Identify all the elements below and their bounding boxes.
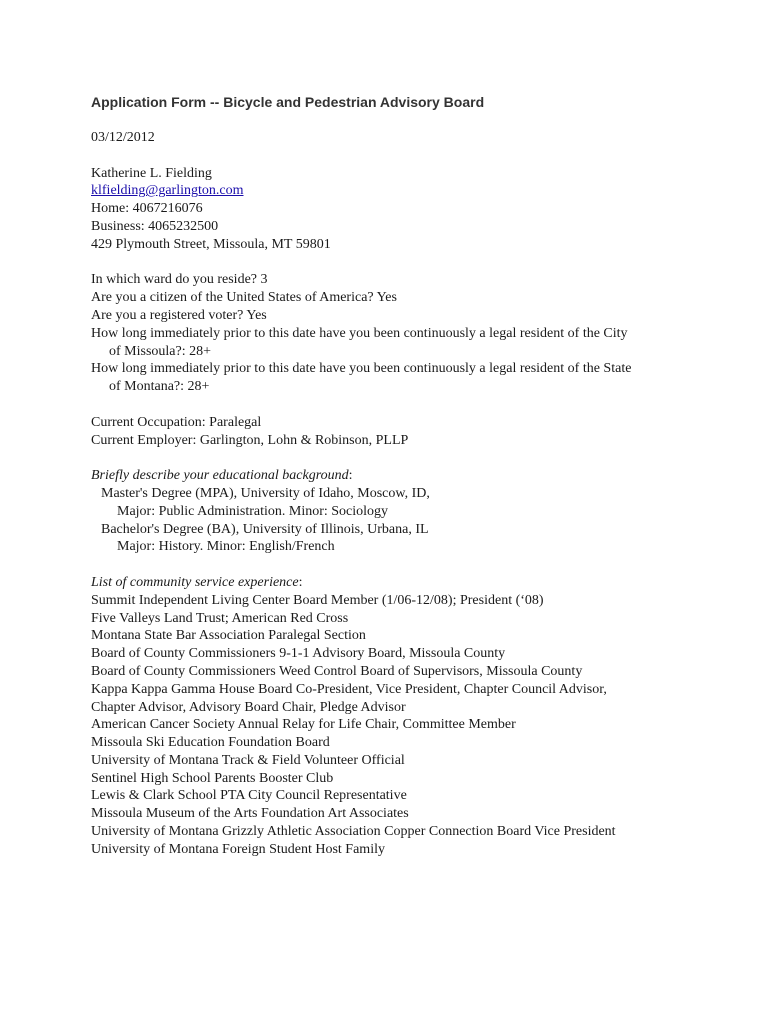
community-item: Board of County Commissioners Weed Control Board of Supervisors, Missoula County [91, 663, 583, 679]
education-line: Major: Public Administration. Minor: Sociology [117, 503, 389, 519]
education-heading-text: Briefly describe your educational background [91, 468, 349, 484]
community-item: University of Montana Foreign Student Host Family [91, 841, 385, 857]
community-item: Sentinel High School Parents Booster Club [91, 770, 334, 786]
community-item: Lewis & Clark School PTA City Council Representative [91, 788, 407, 804]
application-date: 03/12/2012 [91, 130, 155, 145]
education-heading [91, 467, 731, 485]
spacer [91, 449, 731, 467]
applicant-name: Katherine L. Fielding [91, 165, 212, 181]
education-line: Bachelor's Degree (BA), University of Illinois, Urbana, IL [101, 521, 429, 537]
community-heading [91, 574, 731, 592]
community-item: American Cancer Society Annual Relay for Life Chair, Committee Member [91, 717, 516, 733]
education-heading-colon: : [348, 468, 353, 484]
email-link[interactable]: klfielding@garlington.com [91, 183, 244, 199]
education-line: Major: History. Minor: English/French [117, 539, 335, 555]
citizen-question: Are you a citizen of the United States of America? Yes [91, 290, 397, 306]
spacer [91, 147, 731, 165]
business-phone: Business: 4065232500 [91, 218, 219, 234]
ward-question: In which ward do you reside? 3 [91, 272, 268, 288]
education-line: Master's Degree (MPA), University of Idaho, Moscow, ID, [101, 485, 430, 501]
document-page [91, 93, 731, 859]
address: 429 Plymouth Street, Missoula, MT 59801 [91, 236, 331, 252]
community-item: University of Montana Track & Field Volunteer Official [91, 752, 405, 768]
community-item: Chapter Advisor, Advisory Board Chair, Pledge Advisor [91, 699, 406, 715]
community-item: Summit Independent Living Center Board Member (1/06-12/08); President (‘08) [91, 592, 544, 608]
community-item: Kappa Kappa Gamma House Board Co-President, Vice President, Chapter Council Advisor, [91, 681, 607, 697]
current-employer: Current Employer: Garlington, Lohn & Robinson, PLLP [91, 432, 409, 448]
state-residence-question: How long immediately prior to this date have you been continuously a legal resident of the State [91, 361, 632, 377]
community-item: Five Valleys Land Trust; American Red Cross [91, 610, 349, 626]
community-item: Board of County Commissioners 9-1-1 Advisory Board, Missoula County [91, 646, 506, 662]
community-item: Missoula Ski Education Foundation Board [91, 735, 330, 751]
voter-question: Are you a registered voter? Yes [91, 307, 267, 323]
page-title: Application Form -- Bicycle and Pedestrian Advisory Board [91, 94, 485, 110]
city-residence-question: How long immediately prior to this date have you been continuously a legal resident of the City [91, 325, 628, 341]
community-item: University of Montana Grizzly Athletic Association Copper Connection Board Vice President [91, 824, 616, 840]
spacer [91, 556, 731, 574]
community-item: Montana State Bar Association Paralegal Section [91, 628, 366, 644]
community-heading-colon: : [298, 574, 303, 590]
community-item: Missoula Museum of the Arts Foundation Art Associates [91, 806, 409, 822]
home-phone: Home: 4067216076 [91, 201, 203, 217]
spacer [91, 396, 731, 414]
community-heading-text: List of community service experience [91, 574, 299, 590]
city-residence-answer: of Missoula?: 28+ [109, 343, 211, 359]
state-residence-answer: of Montana?: 28+ [109, 379, 210, 395]
spacer [91, 254, 731, 272]
current-occupation: Current Occupation: Paralegal [91, 414, 262, 430]
